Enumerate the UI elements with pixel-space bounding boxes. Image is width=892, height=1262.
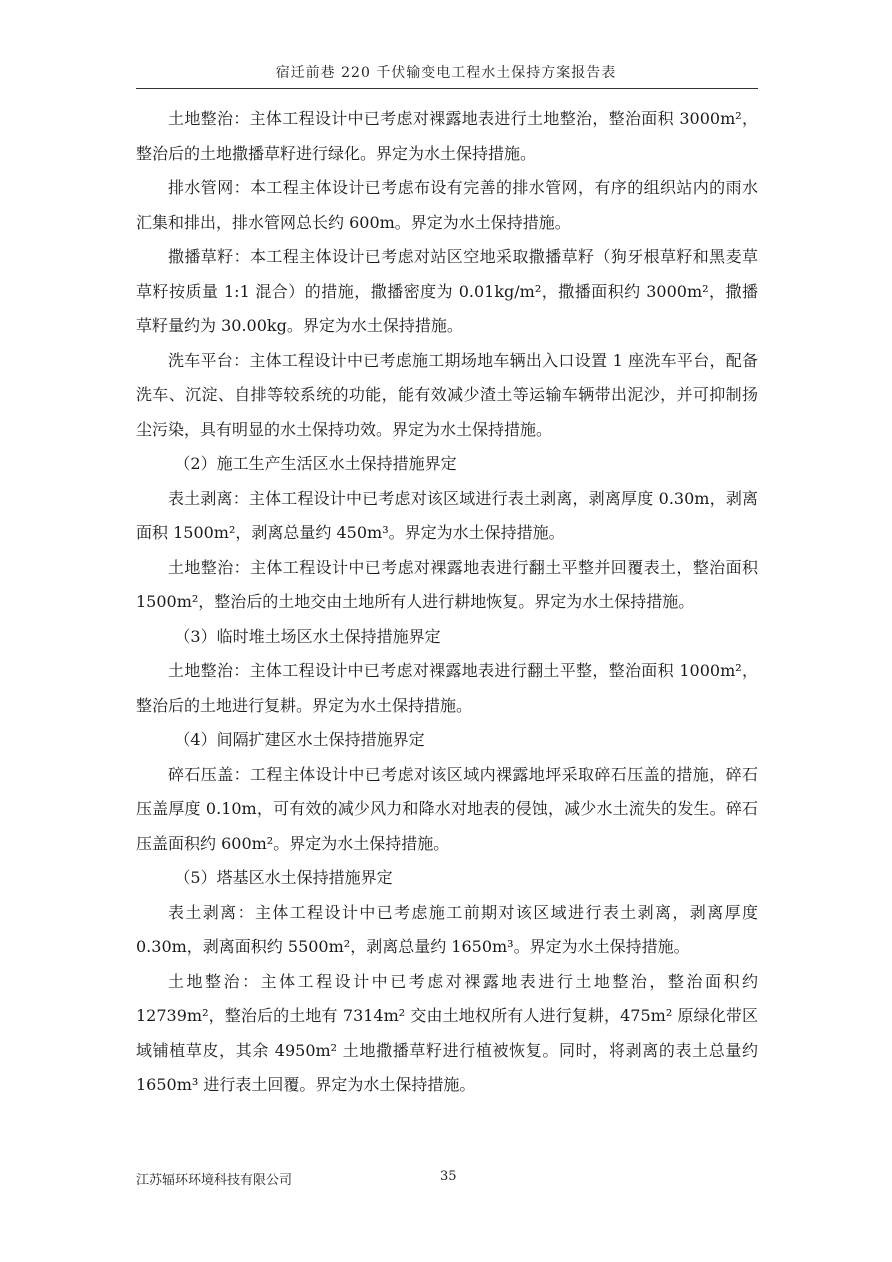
- section-heading-4: （4）间隔扩建区水土保持措施界定: [174, 730, 425, 749]
- header-divider: [136, 88, 758, 89]
- page-header-title: 宿迁前巷 220 千伏输变电工程水土保持方案报告表: [275, 65, 617, 81]
- footer-page-number: 35: [440, 1169, 457, 1184]
- section-heading-5: （5）塔基区水土保持措施界定: [174, 868, 393, 887]
- paragraph-drainage-network: 排水管网：本工程主体设计已考虑布设有完善的排水管网，有序的组织站内的雨水汇集和排出，排水管网总长约 600m。界定为水土保持措施。: [136, 178, 758, 232]
- paragraph-land-consolidation-3: 土地整治：主体工程设计中已考虑对裸露地表进行翻土平整，整治面积 1000m²，整治后的土地进行复耕。界定为水土保持措施。: [136, 661, 758, 715]
- paragraph-land-consolidation-4: 土地整治：主体工程设计中已考虑对裸露地表进行土地整治，整治面积约 12739m²，整治后的土地有 7314m² 交由土地权所有人进行复耕，475m² 原绿化带区域铺植草皮，其余 4950m² 土地撒播草籽进行植被恢复。同时，将剥离的表土总量约 1650m³ 进行表土回覆。界定为水土保持措施。: [136, 971, 758, 1094]
- paragraph-topsoil-stripping-1: 表土剥离：主体工程设计中已考虑对该区域进行表土剥离，剥离厚度 0.30m，剥离面积 1500m²，剥离总量约 450m³。界定为水土保持措施。: [136, 488, 758, 542]
- paragraph-land-consolidation-2: 土地整治：主体工程设计中已考虑对裸露地表进行翻土平整并回覆表土，整治面积 1500m²，整治后的土地交由土地所有人进行耕地恢复。界定为水土保持措施。: [136, 557, 758, 611]
- page-footer: [136, 1169, 758, 1189]
- paragraph-topsoil-stripping-2: 表土剥离：主体工程设计中已考虑施工前期对该区域进行表土剥离，剥离厚度 0.30m，剥离面积约 5500m²，剥离总量约 1650m³。界定为水土保持措施。: [136, 902, 758, 956]
- footer-company-name: 江苏辐环环境科技有限公司: [136, 1173, 293, 1188]
- paragraph-car-wash-platform: 洗车平台：主体工程设计中已考虑施工期场地车辆出入口设置 1 座洗车平台，配备洗车、沉淀、自排等较系统的功能，能有效减少渣土等运输车辆带出泥沙，并可抑制扬尘污染，具有明显的水土保持功效。界定为水土保持措施。: [136, 350, 758, 439]
- paragraph-land-consolidation-1: 土地整治：主体工程设计中已考虑对裸露地表进行土地整治，整治面积 3000m²，整治后的土地撒播草籽进行绿化。界定为水土保持措施。: [136, 109, 758, 163]
- page-body: [136, 102, 758, 1103]
- paragraph-gravel-cover: 碎石压盖：工程主体设计中已考虑对该区域内裸露地坪采取碎石压盖的措施，碎石压盖厚度 0.10m，可有效的减少风力和降水对地表的侵蚀，减少水土流失的发生。碎石压盖面积约 600m²。界定为水土保持措施。: [136, 764, 758, 853]
- section-heading-3: （3）临时堆土场区水土保持措施界定: [174, 626, 441, 646]
- section-heading-2: （2）施工生产生活区水土保持措施界定: [174, 454, 457, 473]
- paragraph-grass-seeding: 撒播草籽：本工程主体设计已考虑对站区空地采取撒播草籽（狗牙根草籽和黑麦草草籽按质量 1:1 混合）的措施，撒播密度为 0.01kg/m²，撒播面积约 3000m²，撒播草籽量约为 30.00kg。界定为水土保持措施。: [136, 247, 758, 335]
